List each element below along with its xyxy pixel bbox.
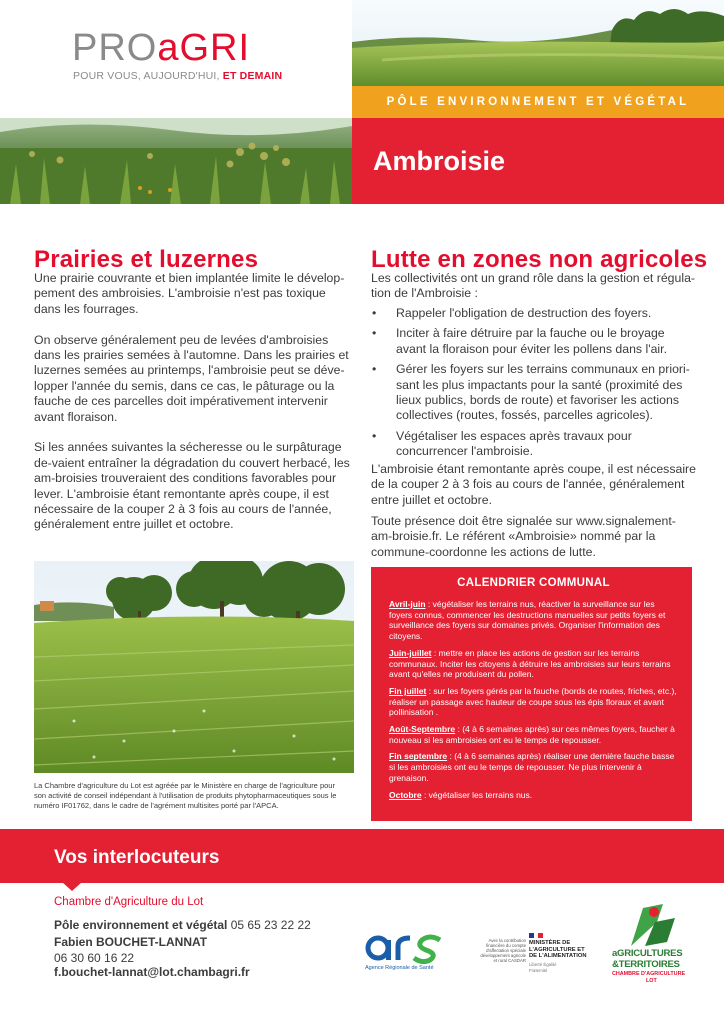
header-ragweed-photo [0, 118, 352, 204]
list-item: • Gérer les foyers sur les terrains communaux en priori-sant les plus impactants pour la santé (proximité des lieux publics, bords de route) et favoriser les actions collectives (routes, fossés, parcelles agricoles). [371, 362, 696, 424]
calendar-item: Fin septembre : (4 à 6 semaines après) réaliser une dernière fauche basse si les ambroisies ont eu le temps de repousser. Ne plus intervenir à grenaison. [389, 751, 675, 783]
calendar-box [371, 567, 692, 821]
calendar-item: Avril-juin : végétaliser les terrains nus, réactiver la surveillance sur les foyers connus, commencer les destructions manuelles sur petits foyers et surveillance des foyers sur domaines privés. Organiser l'information des citoyens. [389, 599, 666, 642]
prairies-text [34, 271, 354, 533]
french-flag-icon [529, 933, 543, 938]
contact-name: Fabien BOUCHET-LANNAT [54, 935, 208, 949]
at-logo-line-1: aGRICULTURES [612, 948, 683, 959]
contact-organisation: Chambre d'Agriculture du Lot [54, 896, 204, 908]
calendar-title: CALENDRIER COMMUNAL [457, 577, 610, 589]
contact-email[interactable]: f.bouchet-lannat@lot.chambagri.fr [54, 965, 250, 979]
casdar-caption: Avec la contribution financière du compte d'affectation spéciale développement agricole et rural CASDAR [480, 938, 526, 963]
list-item: • Inciter à faire détruire par la fauche ou le broyage avant la floraison pour éviter les pollens dans l'air. [371, 326, 696, 357]
heading-lutte: Lutte en zones non agricoles [371, 246, 708, 273]
calendar-item: Juin-juillet : mettre en place les actions de gestion sur les terrains communaux. Inciter les citoyens à détruire les ambroisies sur leurs terrains avant qu'elles ne produisent du pollen. [389, 647, 671, 680]
at-logo-line-3: CHAMBRE D'AGRICULTURE [612, 971, 686, 977]
banner-notch [62, 882, 82, 891]
contact-banner [0, 829, 724, 883]
page-title: Ambroisie [352, 118, 724, 204]
agreement-note: La Chambre d'agriculture du Lot est agréée par le Ministère en charge de l'agriculture pour son activité de conseil indépendant à l'utilisation de produits phytopharmaceutiques sous le numéro IF01762, dans le cadre de l'agrément multisites porté par l'APCA. [34, 781, 337, 810]
ars-tagline: Agence Régionale de Santé [365, 965, 434, 971]
calendar-item: Fin juillet : sur les foyers gérés par la fauche (bords de routes, friches, etc.), réaliser un passage avec hauteur de coupe sous les épis floraux et avant pollinisation . [389, 685, 677, 718]
heading-prairies: Prairies et luzernes [34, 246, 259, 273]
lutte-bullet-list [371, 306, 696, 465]
ministry-logo: MINISTÈRE DE L'AGRICULTURE ET DE L'ALIMENTATION Liberté Égalité Fraternité [529, 940, 587, 973]
at-logo-line-4: LOT [646, 978, 657, 984]
field-photo [34, 561, 354, 773]
calendar-item: Août-Septembre : (4 à 6 semaines après) sur ces mêmes foyers, faucher à nouveau si les ambroisies ont eu le temps de repousser. [389, 724, 675, 745]
logo-area [0, 0, 352, 118]
calendar-item: Octobre : végétaliser les terrains nus. [389, 789, 533, 800]
list-item: • Végétaliser les espaces après travaux pour concurrencer l'ambroisie. [371, 429, 696, 460]
lutte-intro: Les collectivités ont un grand rôle dans la gestion et régula-tion de l'Ambroisie : [371, 271, 696, 301]
prairies-paragraph-1: Une prairie couvrante et bien implantée limite le dévelop-pement des ambroisies. L'ambroisie n'est pas toxique dans les fourrages. [34, 271, 345, 316]
proagri-logo: PROaGRI [72, 27, 251, 69]
list-item: • Rappeler l'obligation de destruction des foyers. [371, 306, 696, 321]
lutte-paragraph-2: L'ambroisie étant remontante après coupe, il est nécessaire de la couper 2 à 3 fois au cours de l'année, généralement entre juillet et octobre. [371, 462, 696, 507]
header-meadow-photo [352, 0, 724, 86]
logo-tagline: POUR VOUS, AUJOURD'HUI, ET DEMAIN [73, 70, 283, 82]
contact-heading: Vos interlocuteurs [54, 847, 220, 868]
prairies-paragraph-3: Si les années suivantes la sécheresse ou le surpâturage de-vaient entraîner la dégradation du couvert herbacé, les am-broisies trouveraient des conditions favorables pour lever. L'ambroisie étant remontante après coupe, il est nécessaire de la couper 2 à 3 fois au cours de l'année, généralement entre juillet et octobre. [34, 440, 350, 532]
lutte-paragraph-3: Toute présence doit être signalée sur www.signalement-am-broisie.fr. Le référent «Ambroisie» nommé par la commune-coordonne les actions de lutte. [371, 514, 676, 559]
at-logo-line-2: &TERRITOIRES [612, 959, 680, 970]
pole-banner: PÔLE ENVIRONNEMENT ET VÉGÉTAL [352, 86, 724, 118]
contact-phone[interactable]: 06 30 60 16 22 [54, 951, 135, 965]
prairies-paragraph-2: On observe généralement peu de levées d'ambroisies dans les prairies semées à l'automne. Dans les prairies et luzernes semées au printemps, l'ambroisie peut se déve-lopper l'année du semis, dans ce cas, le pâturage ou la fauche de ces parcelles doit impérativement intervenir avant floraison. [34, 332, 349, 424]
contact-pole: Pôle environnement et végétal 05 65 23 22 22 [54, 918, 311, 932]
